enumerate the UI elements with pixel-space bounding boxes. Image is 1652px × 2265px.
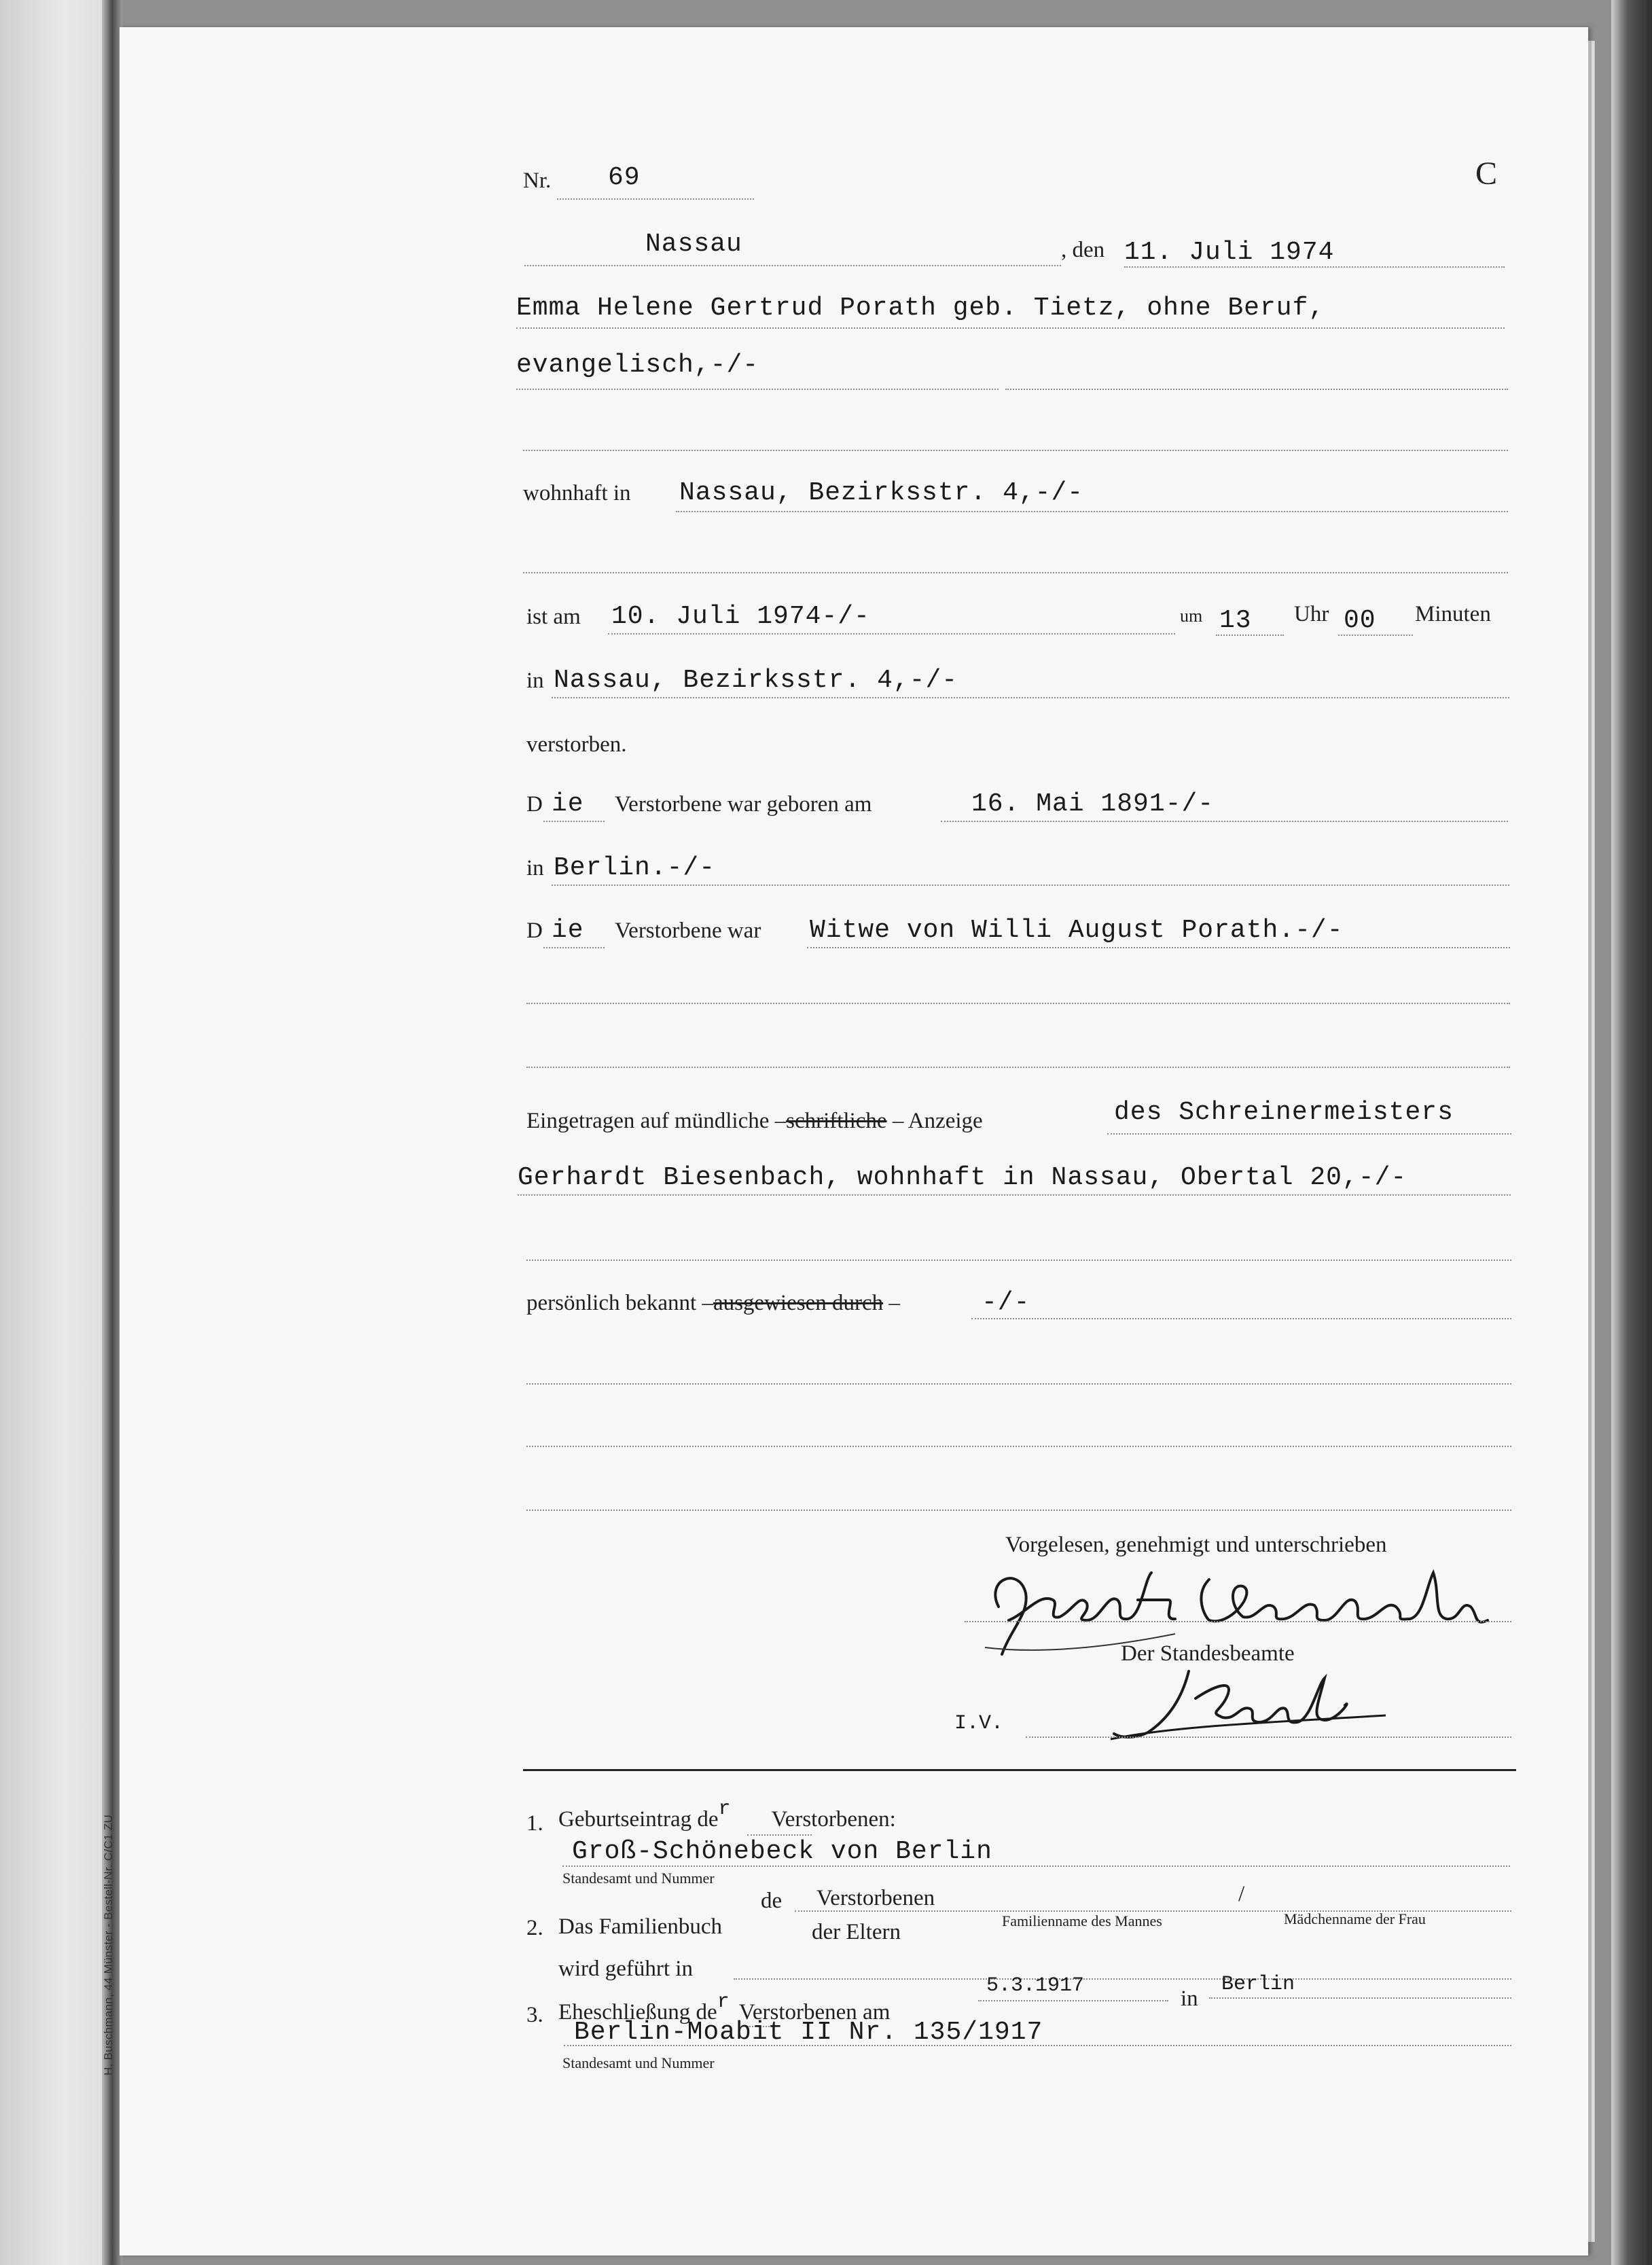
fn3-marriage-date: 5.3.1917	[986, 1974, 1085, 1997]
fn3-marriage-registry: Berlin-Moabit II Nr. 135/1917	[574, 2018, 1043, 2047]
identity-value: -/-	[982, 1288, 1030, 1317]
fn2-label: Das Familienbuch	[558, 1914, 723, 1939]
footnote-separator	[523, 1769, 1516, 1771]
fn1-label: Geburtseintrag der Verstorbenen:	[558, 1798, 896, 1832]
birth-date: 16. Mai 1891-/-	[971, 789, 1215, 819]
informant-signature-line	[965, 1621, 1511, 1622]
fn1-value-line	[562, 1866, 1510, 1867]
identity-line2	[526, 1383, 1511, 1385]
den-label: , den	[1061, 238, 1105, 262]
death-place: Nassau, Bezirksstr. 4,-/-	[554, 666, 958, 695]
hour-line	[1216, 635, 1284, 636]
fn3-registry-line	[564, 2045, 1511, 2046]
birth-d-label: D	[526, 792, 543, 817]
fn2-wird-line	[734, 1978, 1511, 1980]
marital-article: ie	[552, 916, 584, 945]
fn1-number: 1.	[526, 1811, 543, 1836]
death-in-label: in	[526, 668, 544, 693]
registration-line2	[518, 1194, 1511, 1196]
fn1-standesamt-caption: Standesamt und Nummer	[562, 1870, 715, 1887]
identity-label: persönlich bekannt –ausgewiesen durch –	[526, 1291, 900, 1315]
fn3-place-line	[1209, 1997, 1511, 1999]
fn1-birth-registry: Groß-Schönebeck von Berlin	[572, 1837, 992, 1866]
nr-line	[557, 198, 754, 200]
fn2-de: de	[761, 1889, 783, 1913]
person-line2-rule-b	[1005, 389, 1508, 390]
death-minutes: 00	[1344, 606, 1376, 635]
registration-value-line2: Gerhardt Biesenbach, wohnhaft in Nassau, Obertal 20,-/-	[518, 1163, 1407, 1192]
fn1-super-line	[747, 1834, 812, 1836]
fn3-number: 3.	[526, 2003, 543, 2027]
fn2-wird-label: wird geführt in	[558, 1957, 693, 1981]
verstorben-label: verstorben.	[526, 732, 627, 757]
registrar-label: Der Standesbeamte	[1121, 1641, 1295, 1666]
fn2-familienname-caption: Familienname des Mannes	[1002, 1912, 1162, 1929]
marital-d-label: D	[526, 919, 543, 943]
book-left-page	[0, 0, 119, 2265]
fn2-maedchenname-caption: Mädchenname der Frau	[1284, 1910, 1426, 1927]
registration-struck-option: schriftliche	[786, 1109, 887, 1133]
residence-line2	[523, 572, 1508, 573]
registrar-signature-line	[1026, 1736, 1511, 1738]
birth-article: ie	[552, 789, 584, 819]
birth-in-label: in	[526, 856, 544, 880]
fn2-slash: /	[1238, 1882, 1245, 1906]
identity-struck-option: ausgewiesen durch	[713, 1291, 884, 1315]
ist-am-label: ist am	[526, 605, 581, 629]
date-value: 11. Juli 1974	[1124, 238, 1335, 267]
person-line2: evangelisch,-/-	[516, 351, 759, 380]
nr-label: Nr.	[523, 168, 552, 193]
read-approved-label: Vorgelesen, genehmigt und unterschrieben	[1005, 1533, 1387, 1557]
registration-value-line1: des Schreinermeisters	[1114, 1098, 1454, 1127]
death-place-line	[552, 697, 1509, 698]
birth-place-line	[552, 885, 1509, 886]
death-hour: 13	[1219, 606, 1252, 635]
identity-line4	[526, 1510, 1511, 1511]
person-line1-rule	[516, 327, 1505, 329]
uhr-label: Uhr	[1294, 602, 1329, 626]
death-date-line	[608, 633, 1175, 635]
book-cover-edge	[1611, 0, 1652, 2265]
fn3-standesamt-caption: Standesamt und Nummer	[562, 2054, 715, 2071]
residence-line	[676, 511, 1508, 512]
date-line	[1124, 266, 1505, 268]
birth-article-line	[543, 821, 605, 822]
identity-line3	[526, 1446, 1511, 1447]
iv-label: I.V.	[954, 1712, 1004, 1735]
death-date: 10. Juli 1974-/-	[611, 602, 870, 631]
nr-value: 69	[608, 163, 641, 192]
marital-value: Witwe von Willi August Porath.-/-	[810, 916, 1344, 945]
birth-date-line	[941, 821, 1508, 822]
fn3-marriage-place: Berlin	[1221, 1973, 1295, 1996]
um-label: um	[1180, 606, 1203, 626]
person-line3-rule	[523, 450, 1508, 451]
form-letter: C	[1475, 156, 1498, 192]
registration-label-a: Eingetragen auf mündliche –schriftliche – Anzeige	[526, 1109, 983, 1133]
identity-line	[971, 1318, 1511, 1319]
registration-line1	[1107, 1133, 1511, 1135]
printer-imprint: H. Buschmann, 44 Münster - Bestell-Nr. C/C1 ZU	[102, 1814, 115, 2075]
minutes-line	[1338, 635, 1413, 636]
fn3-label: Eheschließung der Verstorbenen am	[558, 1991, 891, 2025]
place-value: Nassau	[645, 230, 742, 259]
fn2-number: 2.	[526, 1916, 543, 1940]
place-line	[524, 265, 1061, 266]
marital-article-line	[543, 947, 605, 948]
marital-line3	[526, 1067, 1510, 1068]
minuten-label: Minuten	[1415, 602, 1491, 626]
residence-label: wohnhaft in	[523, 481, 631, 505]
marital-line	[807, 947, 1510, 948]
registration-line3	[526, 1260, 1511, 1261]
person-line1: Emma Helene Gertrud Porath geb. Tietz, ohne Beruf,	[516, 293, 1325, 323]
person-line2-rule	[516, 389, 999, 390]
fn2-opt-deceased: Verstorbenen	[816, 1886, 935, 1910]
fn3-date-line	[978, 2000, 1168, 2001]
marital-text-label: Verstorbene war	[615, 919, 761, 943]
marital-line2	[526, 1003, 1510, 1004]
fn2-opt-parents: der Eltern	[812, 1920, 901, 1944]
registrar-signature	[1107, 1658, 1393, 1753]
residence-value: Nassau, Bezirksstr. 4,-/-	[679, 478, 1084, 507]
birth-place: Berlin.-/-	[554, 853, 716, 882]
birth-text-label: Verstorbene war geboren am	[615, 792, 872, 817]
fn3-in-label: in	[1181, 1986, 1198, 2011]
